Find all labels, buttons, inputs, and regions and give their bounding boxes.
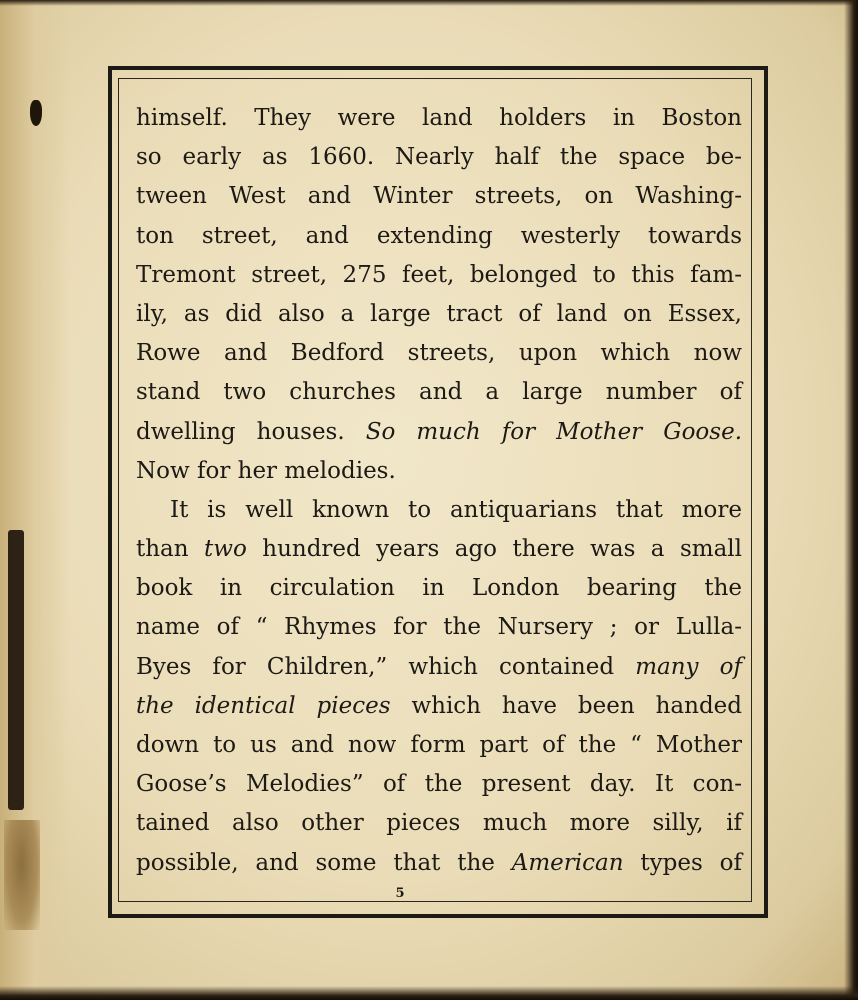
text-line: name of “ Rhymes for the Nursery ; or Lulla- [136,614,742,641]
text-line: Tremont street, 275 feet, belonged to this fam- [136,261,742,288]
text-line: Now for her melodies. [136,457,396,484]
binding-stain [8,530,24,810]
text-line: Goose’s Melodies” of the present day. It con- [136,771,742,798]
ink-mark [30,100,42,126]
text-line: ton street, and extending westerly towards [136,222,742,249]
italic-phrase: the identical pieces [136,692,391,719]
text-line: It is well known to antiquarians that more [170,496,742,523]
text-line: tween West and Winter streets, on Washing- [136,183,742,210]
italic-word: American [511,849,624,876]
body-text [136,99,742,883]
text-line: down to us and now form part of the “ Mother [136,732,742,758]
text-line: dwelling houses. So much for Mother Goose. [136,418,743,445]
page-bottom-edge [0,986,858,1000]
page-top-edge [0,0,858,6]
text-line: possible, and some that the American types of [136,849,742,876]
text-line: Byes for Children,” which contained many of [136,653,743,680]
text-line: Rowe and Bedford streets, upon which now [136,340,742,367]
page-right-edge [844,0,858,1000]
italic-phrase: many of [635,653,743,680]
paper-stain [4,820,40,930]
text-line: book in circulation in London bearing the [136,575,742,602]
text-line: ily, as did also a large tract of land on Essex, [136,300,742,327]
text-line: the identical pieces which have been handed [136,692,742,719]
text-line: so early as 1660. Nearly half the space be- [136,144,742,171]
text-line: stand two churches and a large number of [136,379,742,406]
italic-word: two [204,536,247,563]
text-line: than two hundred years ago there was a small [136,536,742,563]
page-number: 5 [395,886,405,901]
text-line: himself. They were land holders in Boston [136,105,742,131]
text-line: tained also other pieces much more silly, if [136,810,742,837]
italic-phrase: So much for Mother Goose. [365,418,743,445]
